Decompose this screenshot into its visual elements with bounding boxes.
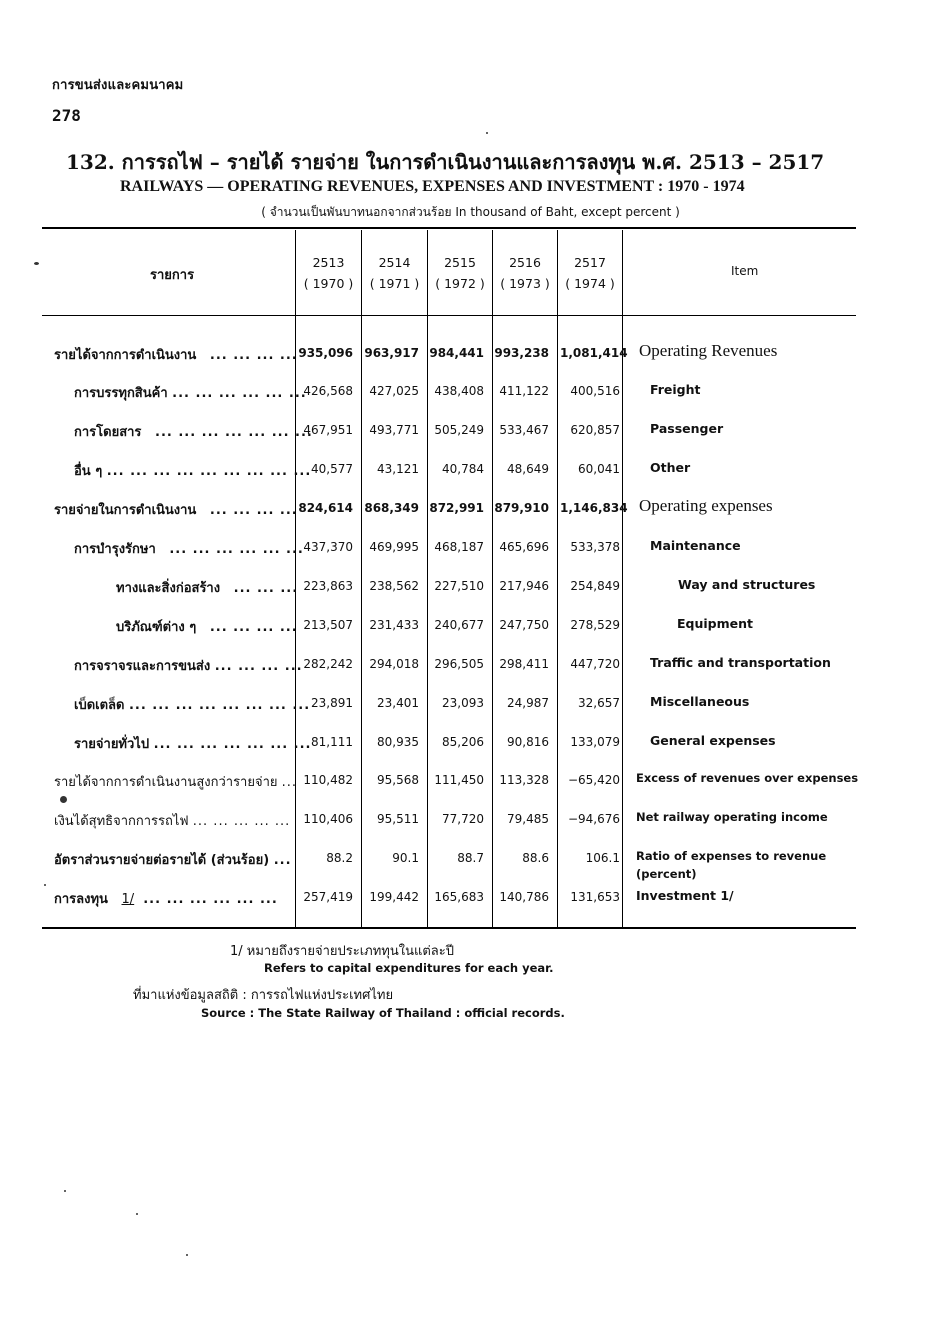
row-label-english: General expenses: [650, 733, 776, 748]
table-row-maintenance: [0, 538, 941, 560]
cell-value: 467,951: [303, 423, 353, 437]
cell-value: 1,146,834: [560, 501, 628, 515]
table-row-way-structures: [0, 577, 941, 599]
top-rule: [42, 227, 856, 229]
row-label-text: รายได้จากการดำเนินงานสูงกว่ารายจ่าย: [54, 775, 278, 790]
scan-speck: [186, 1254, 188, 1256]
cell-value: 533,467: [499, 423, 549, 437]
leader-dots: ... ... ... ...: [209, 348, 298, 363]
row-label-english-continued: (percent): [636, 867, 697, 881]
table-row-excess-revenues: [0, 771, 941, 793]
bottom-rule: [42, 927, 856, 929]
row-label-text: รายจ่ายในการดำเนินงาน: [54, 503, 197, 518]
year-english: ( 1972 ): [435, 276, 485, 291]
table-row-expense-ratio: [0, 849, 941, 881]
table-row-operating-revenues: [0, 341, 941, 366]
cell-value: 48,649: [507, 462, 549, 476]
scan-speck: [64, 1190, 66, 1192]
year-english: ( 1973 ): [500, 276, 550, 291]
footnote-thai: 1/ หมายถึงรายจ่ายประเภททุนในแต่ละปี: [230, 944, 455, 959]
cell-value: −94,676: [567, 812, 620, 826]
leader-dots: ...: [281, 775, 298, 790]
cell-value: 23,891: [311, 696, 353, 710]
scan-speck: [136, 1213, 138, 1215]
cell-value: 60,041: [578, 462, 620, 476]
leader-dots: ... ... ...: [233, 581, 299, 596]
unit-note: ( จำนวนเป็นพันบาทนอกจากส่วนร้อย In thousand of Baht, except percent ): [261, 205, 680, 219]
cell-value: 80,935: [377, 735, 419, 749]
row-label-text: การโดยสาร: [74, 425, 142, 440]
cell-value: 40,784: [442, 462, 484, 476]
scan-speck: [486, 132, 488, 134]
row-label-text: การลงทุน: [54, 892, 108, 907]
cell-value: 199,442: [369, 890, 419, 904]
cell-value: 32,657: [578, 696, 620, 710]
table-title-english: RAILWAYS — OPERATING REVENUES, EXPENSES AND INVESTMENT : 1970 - 1974: [120, 178, 745, 195]
row-label-text: การบรรทุกสินค้า: [74, 386, 168, 401]
cell-value: 106.1: [585, 851, 620, 865]
column-header-year: [428, 252, 492, 294]
cell-value: 238,562: [369, 579, 419, 593]
cell-value: 24,987: [507, 696, 549, 710]
cell-value: 95,568: [377, 773, 419, 787]
table-row-other: [0, 460, 941, 482]
cell-value: 493,771: [369, 423, 419, 437]
row-label-text: การจราจรและการขนส่ง: [74, 659, 211, 674]
cell-value: 231,433: [369, 618, 419, 632]
leader-dots: ... ... ... ... ... ... ... ...: [128, 698, 311, 713]
leader-dots: ... ... ... ...: [214, 659, 303, 674]
row-label-text: การบำรุงรักษา: [74, 542, 156, 557]
row-label-english: Ratio of expenses to revenue: [636, 849, 827, 863]
row-label-english: Miscellaneous: [650, 694, 750, 709]
cell-value: 533,378: [570, 540, 620, 554]
row-label: [116, 577, 298, 598]
column-header-year: [362, 252, 427, 294]
year-english: ( 1974 ): [565, 276, 615, 291]
row-label-english: Operating Revenues: [639, 341, 778, 360]
cell-value: 90,816: [507, 735, 549, 749]
year-english: ( 1971 ): [369, 276, 420, 291]
cell-value: 257,419: [303, 890, 353, 904]
column-header-item-thai: รายการ: [150, 268, 195, 283]
row-label-english: Freight: [650, 382, 701, 397]
year-thai: 2515: [444, 255, 476, 270]
cell-value: 23,401: [377, 696, 419, 710]
row-label-english: Other: [650, 460, 691, 475]
cell-value: 468,187: [434, 540, 484, 554]
cell-value: 227,510: [434, 579, 484, 593]
cell-value: 223,863: [303, 579, 353, 593]
cell-value: 81,111: [311, 735, 353, 749]
row-label-english: Traffic and transportation: [650, 655, 831, 670]
cell-value: 240,677: [434, 618, 484, 632]
leader-dots: ... ... ... ... ... ...: [169, 542, 304, 557]
row-label: [54, 771, 297, 792]
row-label: [74, 460, 311, 481]
cell-value: 95,511: [377, 812, 419, 826]
year-thai: 2516: [509, 255, 541, 270]
row-label-english: Way and structures: [678, 577, 816, 592]
cell-value: 469,995: [369, 540, 419, 554]
cell-value: 254,849: [570, 579, 620, 593]
table-row-passenger: [0, 421, 941, 443]
row-label: [74, 694, 310, 715]
leader-dots: ... ... ... ... ... ... ...: [155, 425, 313, 440]
row-label-text: รายจ่ายทั่วไป: [74, 737, 150, 752]
row-label: [116, 616, 298, 637]
page-number: 278: [52, 106, 81, 125]
cell-value: 438,408: [434, 384, 484, 398]
row-label-text: เงินได้สุทธิจากการรถไฟ: [54, 814, 189, 829]
leader-dots: ... ... ... ... ... ...: [143, 892, 278, 907]
cell-value: 427,025: [369, 384, 419, 398]
cell-value: 984,441: [429, 346, 484, 360]
cell-value: 43,121: [377, 462, 419, 476]
row-label-text: อัตราส่วนรายจ่ายต่อรายได้ (ส่วนร้อย): [54, 853, 270, 868]
source-thai: ที่มาแห่งข้อมูลสถิติ : การรถไฟแห่งประเทศไทย: [133, 988, 394, 1003]
cell-value: 79,485: [507, 812, 549, 826]
row-label-english: Excess of revenues over expenses: [636, 771, 859, 785]
table-row-net-income: [0, 810, 941, 832]
leader-dots: ...: [273, 853, 292, 868]
row-label-english: Net railway operating income: [636, 810, 828, 824]
table-row-miscellaneous: [0, 694, 941, 716]
row-label-english: Maintenance: [650, 538, 741, 553]
footnote-marker: 1/: [121, 892, 135, 907]
cell-value: 88.7: [457, 851, 484, 865]
row-label-english: Equipment: [677, 616, 753, 631]
cell-value: 140,786: [499, 890, 549, 904]
row-label-text: เบ็ดเตล็ด: [74, 698, 125, 713]
cell-value: 165,683: [434, 890, 484, 904]
cell-value: 110,406: [303, 812, 353, 826]
cell-value: 872,991: [429, 501, 484, 515]
cell-value: 213,507: [303, 618, 353, 632]
cell-value: 963,917: [364, 346, 419, 360]
row-label: [74, 382, 307, 403]
cell-value: 437,370: [303, 540, 353, 554]
row-label-english: Operating expenses: [639, 496, 773, 515]
leader-dots: ... ... ... ... ... ... ...: [153, 737, 312, 752]
cell-value: 282,242: [303, 657, 353, 671]
footnote-english: Refers to capital expenditures for each year.: [264, 961, 554, 975]
cell-value: 113,328: [499, 773, 549, 787]
table-row-equipment: [0, 616, 941, 638]
cell-value: 298,411: [499, 657, 549, 671]
cell-value: 110,482: [303, 773, 353, 787]
cell-value: 40,577: [311, 462, 353, 476]
cell-value: 935,096: [298, 346, 353, 360]
header-rule: [42, 315, 856, 316]
row-label: [54, 888, 278, 909]
scan-speck: [60, 796, 67, 803]
year-thai: 2513: [312, 255, 345, 270]
leader-dots: ... ... ... ... ... ... ... ... ...: [106, 464, 312, 479]
row-label-english: Passenger: [650, 421, 724, 436]
leader-dots: ... ... ... ...: [209, 620, 298, 635]
row-label: [74, 655, 303, 676]
leader-dots: ... ... ... ... ... ...: [172, 386, 307, 401]
cell-value: 133,079: [570, 735, 620, 749]
cell-value: −65,420: [567, 773, 620, 787]
column-header-year: [558, 252, 622, 294]
column-header-year: [493, 252, 557, 294]
row-label: [54, 810, 290, 831]
cell-value: 90.1: [392, 851, 419, 865]
year-english: ( 1970 ): [303, 276, 354, 291]
cell-value: 411,122: [499, 384, 549, 398]
cell-value: 294,018: [369, 657, 419, 671]
table-row-traffic: [0, 655, 941, 677]
cell-value: 23,093: [442, 696, 484, 710]
cell-value: 88.6: [522, 851, 549, 865]
row-label-text: รายได้จากการดำเนินงาน: [54, 348, 197, 363]
table-row-freight: [0, 382, 941, 404]
leader-dots: ... ... ... ... ...: [192, 814, 291, 829]
table-row-general-expenses: [0, 733, 941, 755]
row-label: [74, 733, 312, 754]
table-row-operating-expenses: [0, 496, 941, 521]
cell-value: 217,946: [499, 579, 549, 593]
section-header: การขนส่งและคมนาคม: [52, 78, 184, 93]
cell-value: 1,081,414: [560, 346, 628, 360]
column-header-item-english: Item: [731, 264, 759, 278]
cell-value: 77,720: [442, 812, 484, 826]
cell-value: 465,696: [499, 540, 549, 554]
cell-value: 505,249: [434, 423, 484, 437]
row-label-text: อื่น ๆ: [74, 464, 103, 479]
year-thai: 2514: [378, 255, 411, 270]
table-row-investment: [0, 888, 941, 910]
table-title-thai: 132. การรถไฟ – รายได้ รายจ่าย ในการดำเนินงานและการลงทุน พ.ศ. 2513 – 2517: [66, 150, 825, 174]
year-thai: 2517: [574, 255, 606, 270]
cell-value: 447,720: [570, 657, 620, 671]
scan-speck: [34, 262, 39, 265]
row-label: [54, 499, 298, 520]
cell-value: 824,614: [298, 501, 353, 515]
row-label: [54, 344, 298, 365]
cell-value: 111,450: [434, 773, 484, 787]
cell-value: 868,349: [364, 501, 419, 515]
row-label: [54, 849, 292, 870]
cell-value: 278,529: [570, 618, 620, 632]
cell-value: 400,516: [570, 384, 620, 398]
cell-value: 85,206: [442, 735, 484, 749]
cell-value: 993,238: [494, 346, 549, 360]
source-english: Source : The State Railway of Thailand : official records.: [201, 1006, 565, 1020]
cell-value: 426,568: [303, 384, 353, 398]
cell-value: 131,653: [570, 890, 620, 904]
cell-value: 247,750: [499, 618, 549, 632]
row-label: [74, 421, 313, 442]
cell-value: 879,910: [494, 501, 549, 515]
cell-value: 88.2: [326, 851, 353, 865]
row-label-text: บริภัณฑ์ต่าง ๆ: [116, 620, 197, 635]
row-label: [74, 538, 304, 559]
row-label-text: ทางและสิ่งก่อสร้าง: [116, 581, 221, 596]
column-header-year: [296, 252, 361, 294]
cell-value: 620,857: [570, 423, 620, 437]
scan-speck: [44, 884, 46, 886]
row-label-english: Investment 1/: [636, 888, 734, 903]
leader-dots: ... ... ... ...: [209, 503, 298, 518]
cell-value: 296,505: [434, 657, 484, 671]
